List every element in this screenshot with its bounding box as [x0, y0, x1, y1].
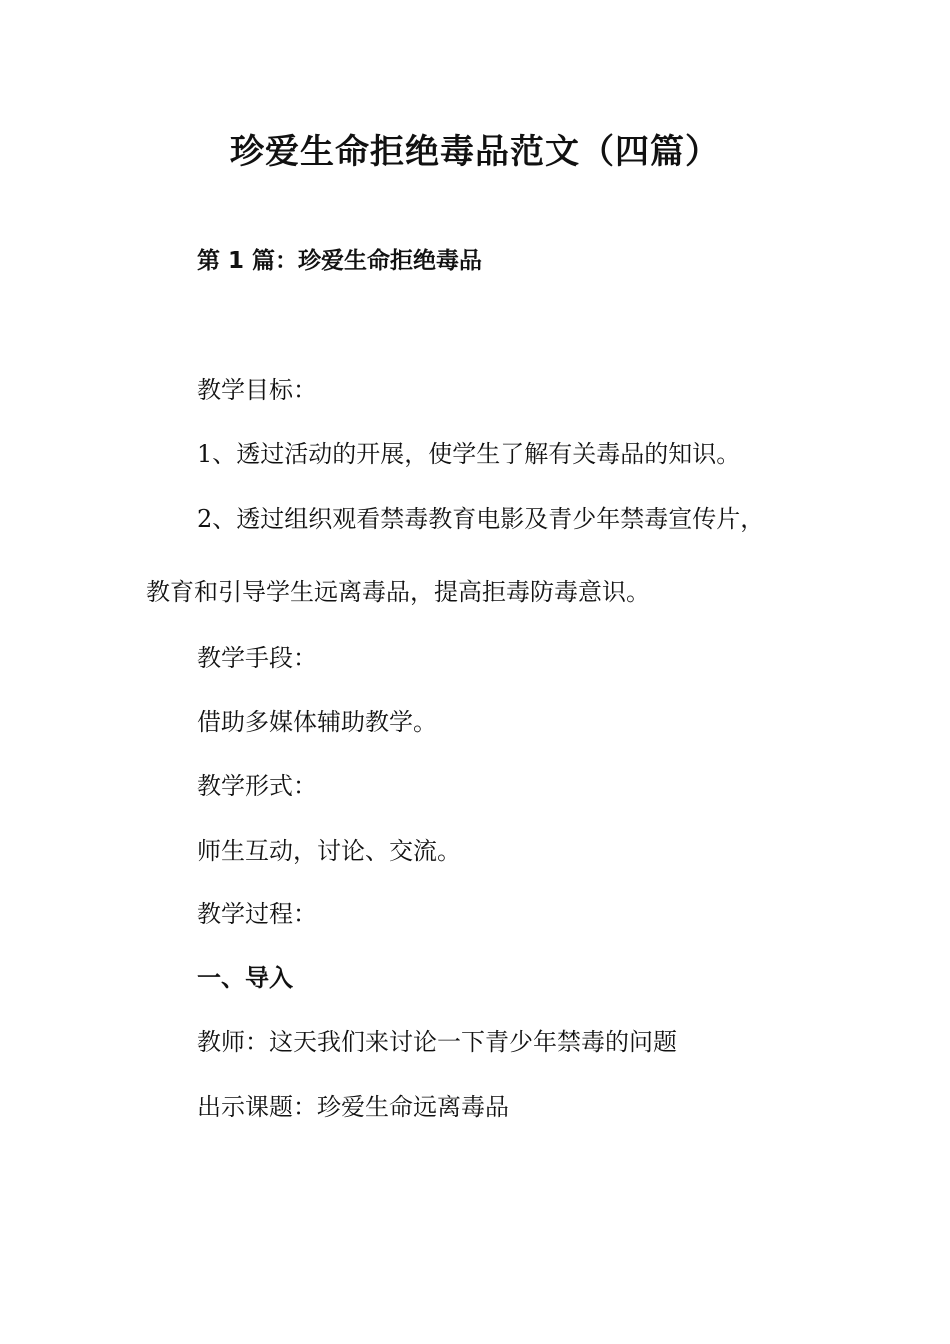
paragraph-teaching-goals-label: 教学目标：: [197, 376, 317, 404]
section-heading: 第 1 篇：珍爱生命拒绝毒品: [197, 248, 483, 274]
paragraph-show-topic: 出示课题：珍爱生命远离毒品: [197, 1093, 509, 1121]
subheading-introduction: 一、导入: [197, 964, 293, 992]
paragraph-teaching-form-label: 教学形式：: [197, 772, 317, 800]
paragraph-goal-2-continued: 教育和引导学生远离毒品，提高拒毒防毒意识。: [146, 578, 650, 606]
paragraph-teaching-means: 借助多媒体辅助教学。: [197, 708, 437, 736]
paragraph-teacher-intro: 教师：这天我们来讨论一下青少年禁毒的问题: [197, 1028, 677, 1056]
paragraph-teaching-form: 师生互动，讨论、交流。: [197, 837, 461, 865]
paragraph-goal-2-start: 2、透过组织观看禁毒教育电影及青少年禁毒宣传片，: [197, 505, 765, 533]
paragraph-goal-1: 1、透过活动的开展，使学生了解有关毒品的知识。: [197, 440, 741, 468]
document-title: 珍爱生命拒绝毒品范文（四篇）: [230, 132, 720, 172]
paragraph-teaching-means-label: 教学手段：: [197, 644, 317, 672]
paragraph-teaching-process-label: 教学过程：: [197, 900, 317, 928]
